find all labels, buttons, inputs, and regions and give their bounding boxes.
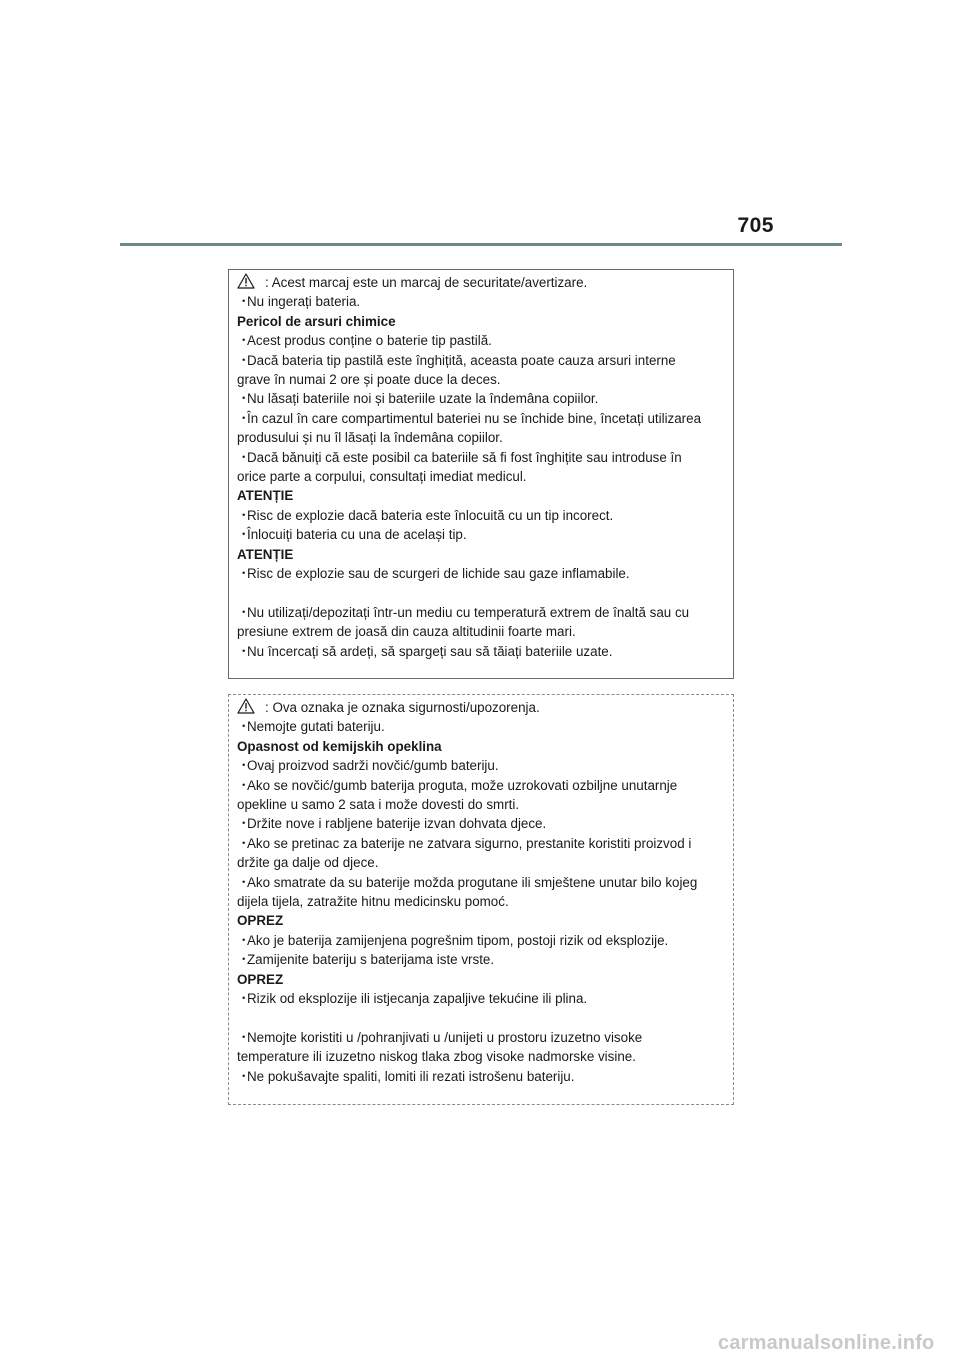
warning-line (237, 622, 733, 641)
warning-text: Risc de explozie sau de scurgeri de lichide sau gaze inflamabile. (247, 566, 630, 582)
warning-text: Rizik od eksplozije ili istjecanja zapaljive tekućine ili plina. (247, 991, 588, 1007)
warning-text: Nu utilizați/depozitați într-un mediu cu temperatură extrem de înaltă sau cu (247, 604, 690, 620)
warning-line (237, 795, 733, 814)
warning-line (237, 409, 733, 428)
warning-line (237, 351, 733, 370)
warning-text: držite ga dalje od djece. (237, 855, 379, 871)
bullet-glyph: ・ (237, 874, 251, 890)
warning-text: Risc de explozie dacă bateria este înlocuită cu un tip incorect. (247, 507, 614, 523)
warning-line (237, 834, 733, 853)
header-rule (120, 243, 842, 246)
bullet-glyph: ・ (237, 333, 251, 349)
warning-text: Nu încercați să ardeți, să spargeți sau să tăiați bateriile uzate. (247, 643, 613, 659)
warning-box-croatian (228, 694, 734, 1105)
warning-text: ATENȚIE (237, 546, 294, 562)
warning-text: OPREZ (237, 913, 284, 929)
warning-text: Ako se pretinac za baterije ne zatvara sigurno, prestanite koristiti proizvod i (247, 835, 692, 851)
warning-text: temperature ili izuzetno niskog tlaka zbog visoke nadmorske visine. (237, 1049, 636, 1065)
warning-text: produsului și nu îl lăsați la îndemâna copiilor. (237, 430, 503, 446)
warning-line (237, 428, 733, 447)
bullet-glyph: ・ (237, 449, 251, 465)
warning-text: opekline u samo 2 sata i može dovesti do smrti. (237, 797, 520, 813)
warning-line (237, 389, 733, 408)
warning-line (237, 814, 733, 833)
bullet-glyph: ・ (237, 294, 251, 310)
bullet-glyph: ・ (237, 816, 251, 832)
warning-line (237, 892, 733, 911)
warning-line (237, 603, 733, 622)
warning-line (237, 564, 733, 583)
warning-triangle-icon (237, 698, 255, 714)
warning-text: Dacă bănuiți că este posibil ca bateriile să fi fost înghițite sau introduse în (247, 449, 682, 465)
bullet-glyph: ・ (237, 719, 251, 735)
warning-text: Dacă bateria tip pastilă este înghițită, aceasta poate cauza arsuri interne (247, 352, 676, 368)
warning-line (237, 467, 733, 486)
warning-text: Nemojte gutati bateriju. (247, 719, 385, 735)
warning-text: În cazul în care compartimentul bateriei nu se închide bine, încetați utilizarea (247, 410, 702, 426)
warning-heading (237, 737, 733, 756)
warning-text: Înlocuiți bateria cu una de același tip. (247, 527, 467, 543)
warning-text: Nemojte koristiti u /pohranjivati u /unijeti u prostoru izuzetno visoke (247, 1029, 643, 1045)
warning-text: orice parte a corpului, consultați imediat medicul. (237, 469, 527, 485)
bullet-glyph: ・ (237, 391, 251, 407)
warning-text: Nu ingerați bateria. (247, 294, 361, 310)
warning-text: Ovaj proizvod sadrži novčić/gumb bateriju. (247, 758, 499, 774)
warning-line (237, 950, 733, 969)
warning-text: Ako se novčić/gumb baterija proguta, može uzrokovati ozbiljne unutarnje (247, 777, 678, 793)
warning-line (237, 506, 733, 525)
bullet-glyph: ・ (237, 758, 251, 774)
warning-line (237, 717, 733, 736)
bullet-glyph: ・ (237, 777, 251, 793)
warning-text: : Ova oznaka je oznaka sigurnosti/upozorenja. (265, 700, 540, 715)
bullet-glyph: ・ (237, 352, 251, 368)
warning-line (237, 1047, 733, 1066)
warning-line (237, 698, 733, 717)
bullet-glyph: ・ (237, 604, 251, 620)
warning-line (237, 273, 733, 292)
warning-box-romanian (228, 269, 734, 679)
watermark: carmanualsonline.info (718, 1332, 935, 1354)
warning-line (237, 1067, 733, 1086)
warning-heading (237, 911, 733, 930)
warning-line (237, 448, 733, 467)
warning-text: Pericol de arsuri chimice (237, 313, 396, 329)
bullet-glyph: ・ (237, 566, 251, 582)
bullet-glyph: ・ (237, 507, 251, 523)
warning-line (237, 756, 733, 775)
warning-line (237, 989, 733, 1008)
warning-line (237, 1009, 733, 1028)
warning-text: Ako smatrate da su baterije možda progutane ili smještene unutar bilo kojeg (247, 874, 698, 890)
warning-text: Acest produs conține o baterie tip pastilă. (247, 333, 492, 349)
warning-text: OPREZ (237, 971, 284, 987)
bullet-glyph: ・ (237, 991, 251, 1007)
warning-text: Ako je baterija zamijenjena pogrešnim tipom, postoji rizik od eksplozije. (247, 932, 669, 948)
bullet-glyph: ・ (237, 410, 251, 426)
bullet-glyph: ・ (237, 643, 251, 659)
warning-text: Ne pokušavajte spaliti, lomiti ili rezati istrošenu bateriju. (247, 1068, 575, 1084)
warning-line (237, 776, 733, 795)
warning-line (237, 873, 733, 892)
warning-text: Nu lăsați bateriile noi și bateriile uzate la îndemâna copiilor. (247, 391, 599, 407)
warning-text: : Acest marcaj este un marcaj de securitate/avertizare. (265, 275, 588, 290)
warning-line (237, 642, 733, 661)
warning-text: grave în numai 2 ore și poate duce la deces. (237, 372, 501, 388)
bullet-glyph: ・ (237, 835, 251, 851)
warning-text: dijela tijela, zatražite hitnu medicinsku pomoć. (237, 894, 509, 910)
bullet-glyph: ・ (237, 952, 251, 968)
warning-line (237, 370, 733, 389)
warning-heading (237, 970, 733, 989)
warning-line (237, 292, 733, 311)
warning-heading (237, 312, 733, 331)
bullet-glyph: ・ (237, 527, 251, 543)
warning-text: Zamijenite bateriju s baterijama iste vrste. (247, 952, 495, 968)
warning-text: presiune extrem de joasă din cauza altitudinii foarte mari. (237, 624, 576, 640)
warning-text: Opasnost od kemijskih opeklina (237, 738, 442, 754)
warning-line (237, 584, 733, 603)
warning-heading (237, 486, 733, 505)
warning-heading (237, 545, 733, 564)
page-number: 705 (737, 214, 774, 237)
warning-text: ATENȚIE (237, 488, 294, 504)
warning-line (237, 853, 733, 872)
warning-text: Držite nove i rabljene baterije izvan dohvata djece. (247, 816, 547, 832)
bullet-glyph: ・ (237, 1029, 251, 1045)
bullet-glyph: ・ (237, 932, 251, 948)
warning-line (237, 1028, 733, 1047)
bullet-glyph: ・ (237, 1068, 251, 1084)
warning-line (237, 931, 733, 950)
warning-triangle-icon (237, 273, 255, 289)
warning-line (237, 331, 733, 350)
warning-line (237, 525, 733, 544)
